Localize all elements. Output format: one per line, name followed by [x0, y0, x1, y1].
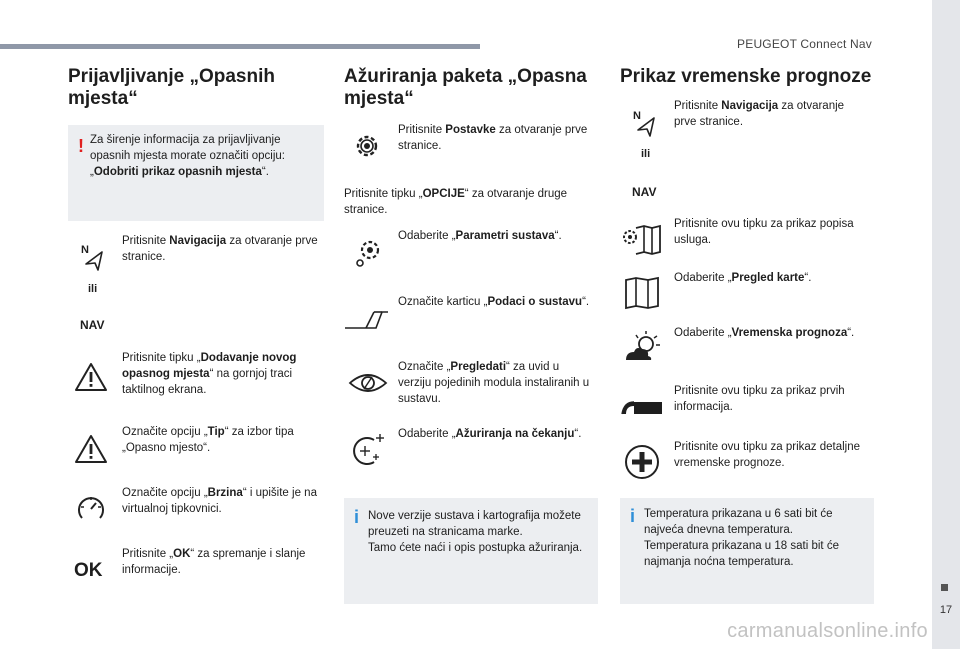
- ok-button-label: OK: [74, 560, 103, 581]
- step-text-end: za otvaranje prve stranice.: [674, 100, 845, 128]
- step-text-end: “ za izbor tipa „Opasno mjesto“.: [122, 426, 294, 454]
- step-pending: [398, 426, 596, 442]
- step-bold: Pregled karte: [731, 272, 805, 284]
- services-map-gear-icon: [622, 224, 662, 261]
- pending-updates-icon: [350, 432, 390, 471]
- step-text: Pritisnite: [398, 124, 446, 136]
- step-text-end: “ i upišite je na virtualnoj tipkovnici.: [122, 487, 317, 515]
- step-settings: [398, 122, 594, 154]
- step-navigation: [674, 98, 864, 130]
- info-note: [620, 498, 874, 604]
- speedometer-icon: [76, 494, 106, 527]
- step-text-end: “.: [574, 428, 582, 440]
- step-map-view: [674, 270, 864, 286]
- note-text: Za širenje informacija za prijavljivanje opasnih mjesta morate označiti opciju: „: [90, 134, 285, 178]
- step-text: Pritisnite ovu tipku za prikaz detaljne vremenske prognoze.: [674, 441, 861, 469]
- section-title: Prijavljivanje „Opasnih mjesta“: [68, 66, 275, 109]
- step-text-end: “ za otvaranje druge stranice.: [344, 188, 568, 216]
- step-speed: [122, 485, 322, 517]
- step-bold: Postavke: [445, 124, 496, 136]
- map-view-icon: [624, 276, 660, 315]
- step-text: Odaberite „: [674, 272, 732, 284]
- page-number: 17: [939, 604, 953, 616]
- warning-triangle-icon: [74, 434, 108, 469]
- step-text: Odaberite „: [398, 230, 456, 242]
- step-text-end: “.: [847, 327, 855, 339]
- or-label: ili: [88, 283, 98, 295]
- step-text: Označite karticu „: [398, 296, 488, 308]
- step-text: Odaberite „: [398, 428, 456, 440]
- view-eye-icon: [348, 370, 388, 401]
- step-bold: Vremenska prognoza: [731, 327, 848, 339]
- step-bold: Brzina: [207, 487, 243, 499]
- step-bold: Podaci o sustavu: [487, 296, 583, 308]
- info-tab-icon: [620, 396, 664, 421]
- navigation-arrow-icon: [78, 244, 108, 274]
- watermark: carmanualsonline.info: [727, 620, 928, 642]
- step-text-end: “.: [582, 296, 590, 308]
- step-text: Pritisnite: [674, 100, 722, 112]
- warning-triangle-icon: [74, 362, 108, 397]
- step-text: Pritisnite ovu tipku za prikaz popisa usluga.: [674, 218, 854, 246]
- settings-gear-icon: [352, 131, 382, 166]
- column-hazard-report: [68, 66, 324, 110]
- note-text: Temperatura prikazana u 6 sati bit će najveća dnevna temperatura.: [644, 508, 833, 536]
- column-weather: [620, 66, 876, 88]
- info-mark: i: [354, 507, 360, 527]
- step-bold: Tip: [207, 426, 225, 438]
- note-bold: Odobriti prikaz opasnih mjesta: [93, 166, 262, 178]
- step-text: Pritisnite tipku „: [122, 352, 201, 364]
- warning-mark: !: [78, 136, 84, 156]
- step-text: Označite opciju „: [122, 426, 208, 438]
- step-text: Odaberite „: [674, 327, 732, 339]
- step-bold: Pregledati: [450, 361, 507, 373]
- step-text-end: “.: [804, 272, 812, 284]
- step-type: [122, 424, 322, 456]
- step-bold: Navigacija: [721, 100, 779, 112]
- step-text-end: za otvaranje prve stranice.: [122, 235, 318, 263]
- step-add-hazard: [122, 350, 322, 398]
- brand-label: PEUGEOT Connect Nav: [737, 37, 872, 51]
- step-text: Označite opciju „: [122, 487, 208, 499]
- step-text: Pritisnite ovu tipku za prikaz prvih informacija.: [674, 385, 845, 413]
- step-weather: [674, 325, 870, 341]
- continue-marker: [941, 584, 948, 591]
- step-bold: Navigacija: [169, 235, 227, 247]
- nav-button-label: NAV: [80, 318, 105, 332]
- step-system-data: [398, 294, 594, 310]
- note-text: Temperatura prikazana u 18 sati bit će najmanja noćna temperatura.: [644, 540, 839, 568]
- step-ok: [122, 546, 322, 578]
- step-bold: OPCIJE: [422, 188, 465, 200]
- warning-note: [68, 125, 324, 221]
- step-text: Pritisnite: [122, 235, 170, 247]
- column-hazard-updates: [344, 66, 600, 110]
- system-info-tab-icon: [344, 308, 390, 335]
- step-text: Pritisnite „: [122, 548, 174, 560]
- nav-north-letter: N: [81, 244, 89, 256]
- step-review: [398, 359, 594, 407]
- step-navigation: [122, 233, 322, 265]
- step-system-params: [398, 228, 594, 244]
- step-text: Označite „: [398, 361, 451, 373]
- header-rule: [0, 44, 480, 49]
- step-bold: Ažuriranja na čekanju: [455, 428, 575, 440]
- step-first-info: [674, 383, 864, 415]
- step-options: [344, 186, 596, 218]
- plus-circle-icon: [624, 444, 660, 485]
- note-text: Nove verzije sustava i kartografija možete preuzeti na stranicama marke.: [368, 510, 581, 538]
- step-text-end: za otvaranje prve stranice.: [398, 124, 588, 152]
- step-text-end: “ za spremanje i slanje informacije.: [122, 548, 306, 576]
- section-title: Prikaz vremenske prognoze: [620, 66, 872, 87]
- section-title: Ažuriranja paketa „Opasna mjesta“: [344, 66, 587, 109]
- step-bold: OK: [173, 548, 191, 560]
- step-services: [674, 216, 864, 248]
- note-text: Tamo ćete naći i opis postupka ažuriranja.: [368, 542, 583, 554]
- step-text: Pritisnite tipku „: [344, 188, 423, 200]
- or-label: ili: [641, 148, 651, 160]
- step-text-end: “ na gornjoj traci taktilnog ekrana.: [122, 368, 293, 396]
- side-strip: [932, 0, 960, 649]
- nav-north-letter: N: [633, 110, 641, 122]
- note-text-end: “.: [261, 166, 269, 178]
- weather-icon: [622, 330, 662, 371]
- step-bold: Dodavanje novog opasnog mjesta: [122, 352, 297, 380]
- navigation-arrow-icon: [630, 110, 660, 140]
- nav-button-label: NAV: [632, 185, 657, 199]
- step-text-end: “ za uvid u verziju pojedinih modula instaliranih u sustavu.: [398, 361, 590, 405]
- info-mark: i: [630, 506, 636, 526]
- system-parameters-gear-icon: [354, 238, 384, 273]
- step-bold: Parametri sustava: [455, 230, 555, 242]
- step-detailed-forecast: [674, 439, 870, 471]
- info-note: [344, 498, 598, 604]
- step-text-end: “.: [554, 230, 562, 242]
